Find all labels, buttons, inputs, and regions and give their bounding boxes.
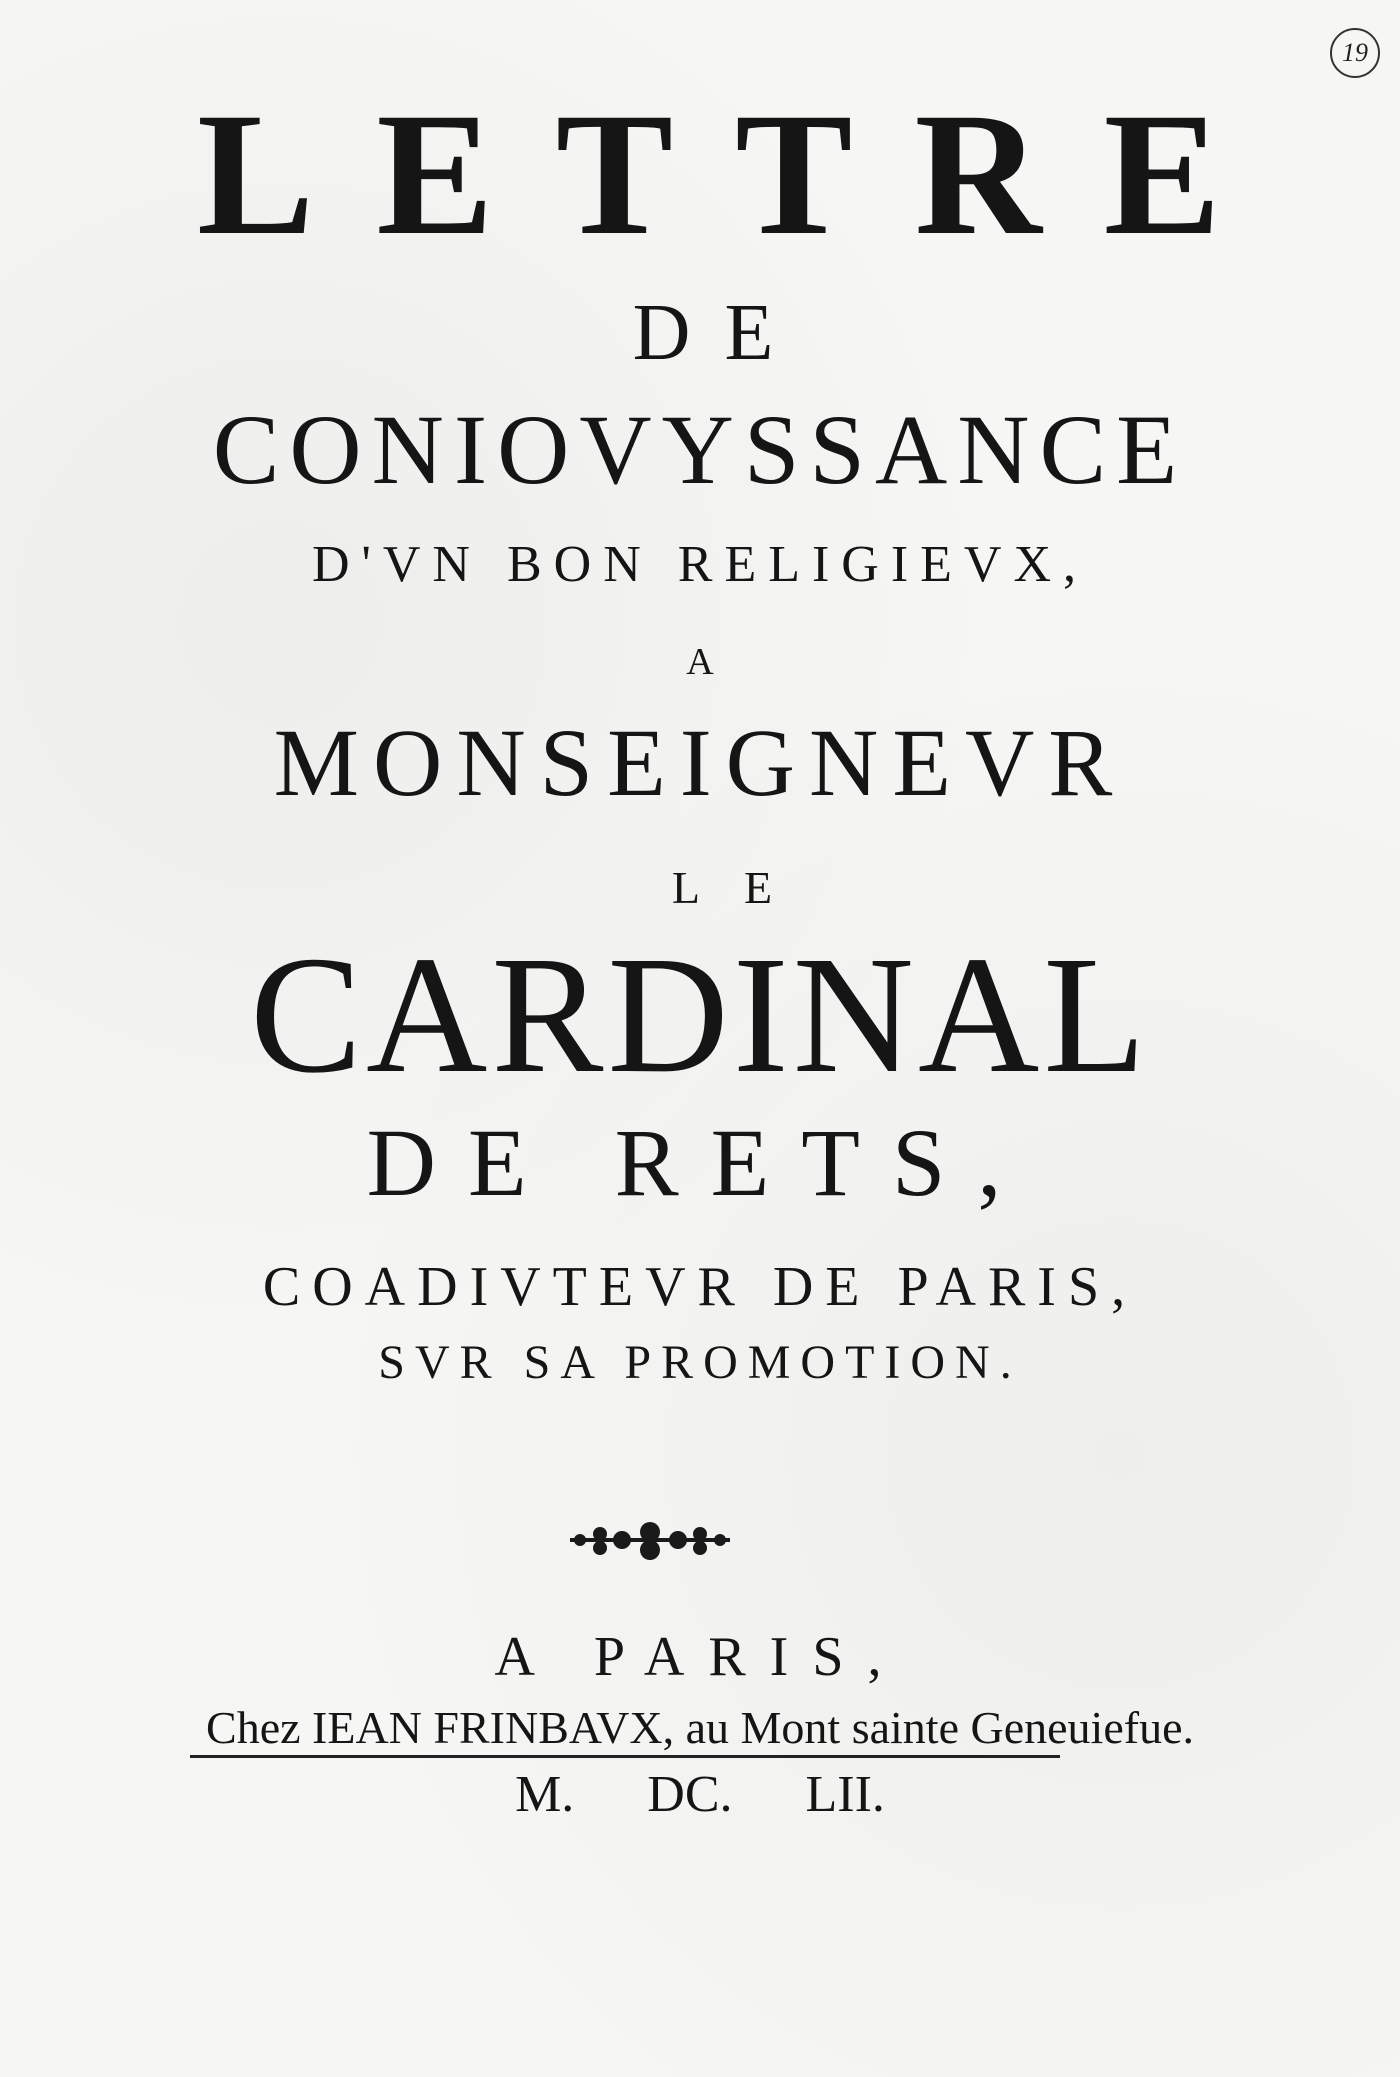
shelfmark-stamp: 19 (1330, 28, 1380, 78)
imprint-printer: Chez IEAN FRINBAVX, au Mont sainte Geneuiefue. (206, 1702, 1194, 1753)
title-de: DE (632, 289, 808, 377)
title-de-rets: DE RETS, (366, 1109, 1034, 1216)
title-le: LE (671, 862, 817, 913)
title-monseigneur: MONSEIGNEVR (273, 709, 1127, 816)
title-cardinal: CARDINAL (250, 922, 1150, 1108)
title-dun-bon-religieux: D'VN BON RELIGIEVX, (311, 536, 1089, 593)
title-coadiuteur: COADIVTEVR DE PARIS, (262, 1256, 1138, 1318)
title-lettre: LETTRE (196, 77, 1284, 272)
title-sur-sa-promotion: SVR SA PROMOTION. (378, 1336, 1022, 1389)
imprint-date: M. DC. LII. (515, 1766, 885, 1823)
imprint-place: A PARIS, (494, 1626, 906, 1688)
imprint-rule (190, 1755, 1060, 1758)
printers-fleuron-icon (560, 1510, 740, 1570)
title-coniouyssance: CONIOVYSSANCE (212, 394, 1188, 505)
title-a: A (686, 641, 714, 683)
